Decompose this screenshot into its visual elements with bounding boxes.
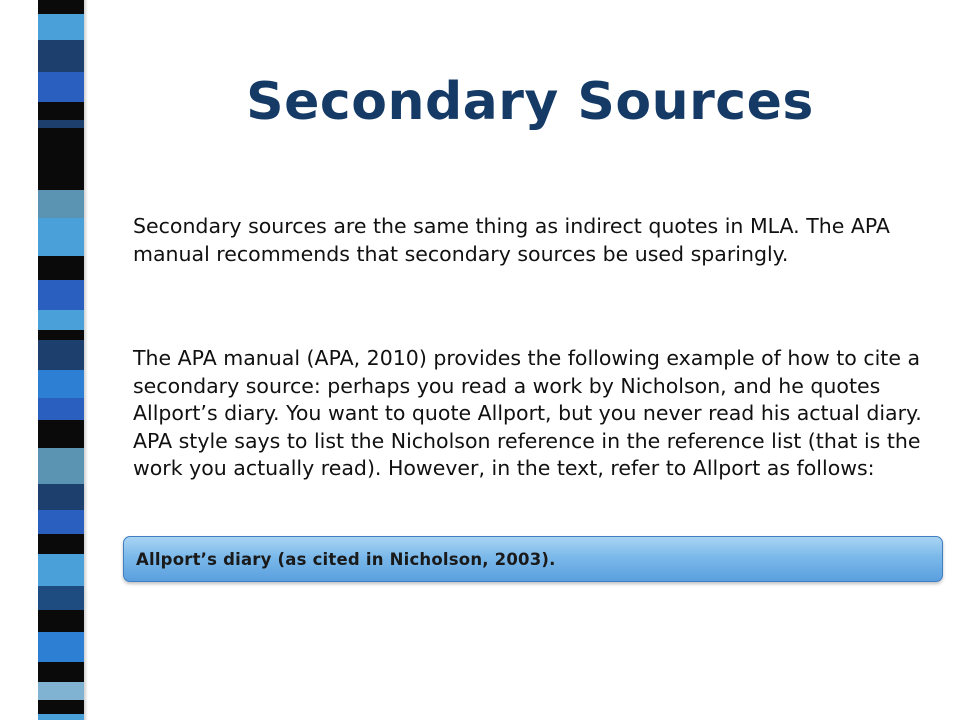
- stripe-segment: [38, 586, 84, 610]
- body-paragraph-2: The APA manual (APA, 2010) provides the following example of how to cite a secondary source: perhaps you read a work by Nicholson, and he quotes Allport’s diary. You want to quote Allport, but you never read his actual diary. APA style says to list the Nicholson reference in the reference list (that is the work you actually read). However, in the text, refer to Allport as follows:: [133, 346, 922, 480]
- stripe-segment: [38, 534, 84, 554]
- stripe-segment: [38, 610, 84, 632]
- stripe-segment: [38, 72, 84, 102]
- stripe-segment: [38, 662, 84, 682]
- stripe-shadow: [84, 0, 88, 720]
- stripe-segment: [38, 0, 84, 14]
- citation-callout-box: [123, 536, 943, 582]
- stripe-segment: [38, 102, 84, 120]
- decorative-stripe: [38, 0, 84, 720]
- stripe-segment: [38, 554, 84, 586]
- stripe-segment: [38, 14, 84, 40]
- stripe-segment: [38, 448, 84, 484]
- stripe-segment: [38, 280, 84, 310]
- slide-title: Secondary Sources: [246, 72, 814, 132]
- stripe-segment: [38, 420, 84, 448]
- stripe-segment: [38, 310, 84, 330]
- stripe-segment: [38, 398, 84, 420]
- stripe-segment: [38, 340, 84, 370]
- stripe-segment: [38, 714, 84, 720]
- stripe-segment: [38, 370, 84, 398]
- stripe-segment: [38, 632, 84, 662]
- stripe-segment: [38, 128, 84, 190]
- stripe-segment: [38, 218, 84, 256]
- stripe-segment: [38, 256, 84, 280]
- stripe-segment: [38, 700, 84, 714]
- body-paragraph-1: Secondary sources are the same thing as indirect quotes in MLA. The APA manual recommends that secondary sources be used sparingly.: [133, 214, 890, 266]
- stripe-segment: [38, 120, 84, 128]
- stripe-segment: [38, 40, 84, 72]
- stripe-segment: [38, 190, 84, 218]
- stripe-segment: [38, 510, 84, 534]
- stripe-segment: [38, 484, 84, 510]
- citation-callout-text: Allport’s diary (as cited in Nicholson, 2003).: [136, 550, 556, 569]
- stripe-segment: [38, 682, 84, 700]
- stripe-segment: [38, 330, 84, 340]
